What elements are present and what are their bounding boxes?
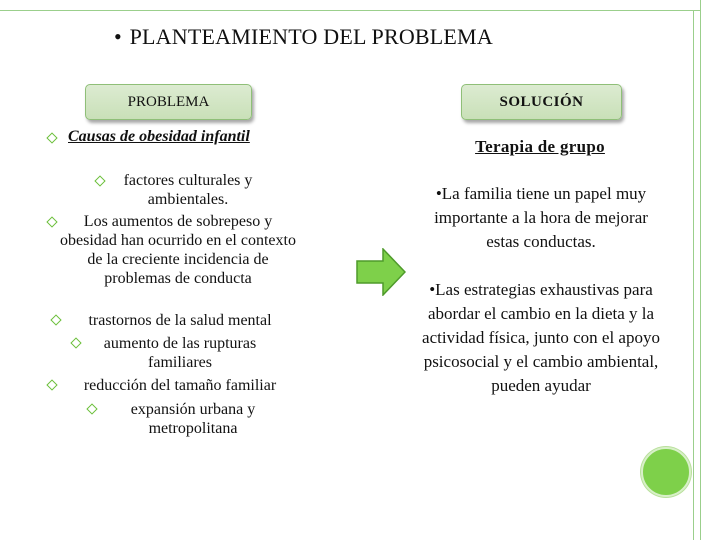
solucion-header: SOLUCIÓN <box>461 84 622 120</box>
diamond-bullet-icon <box>50 314 61 325</box>
cause-item-trastornos: trastornos de la salud mental <box>88 312 272 329</box>
problema-header: PROBLEMA <box>85 84 252 120</box>
solution-bullet: • <box>429 280 436 299</box>
decorative-circle-icon <box>641 447 691 497</box>
diamond-bullet-icon <box>86 403 97 414</box>
diamond-bullet-icon <box>46 216 57 227</box>
diamond-bullet-icon <box>70 337 81 348</box>
cause-item-factores: factores culturales y ambientales. <box>123 172 253 208</box>
title-bullet: • <box>114 24 122 49</box>
solution-paragraph-1 <box>420 182 662 254</box>
cause-item-aumentos: Los aumentos de sobrepeso y obesidad han ocurrido en el contexto de la creciente incidencia de problemas de conducta <box>60 213 296 287</box>
frame-line-right-inner <box>693 10 694 540</box>
causas-heading: Causas de obesidad infantil <box>68 128 250 145</box>
title-text: PLANTEAMIENTO DEL PROBLEMA <box>129 24 493 49</box>
diamond-bullet-icon <box>46 132 57 143</box>
solution-text: La familia tiene un papel muy importante a la hora de mejorar estas conductas. <box>434 184 648 251</box>
cause-item-expansion: expansión urbana y metropolitana <box>130 401 256 437</box>
diamond-bullet-icon <box>46 379 57 390</box>
solution-text: Las estrategias exhaustivas para abordar el cambio en la dieta y la actividad física, junto con el apoyo psicosocial y el cambio ambiental, pueden ayudar <box>422 280 660 395</box>
frame-line-top <box>0 10 700 11</box>
page-title <box>114 24 493 50</box>
terapia-heading: Terapia de grupo <box>475 137 605 156</box>
diamond-bullet-icon <box>94 175 105 186</box>
cause-item-rupturas: aumento de las rupturas familiares <box>103 335 257 371</box>
frame-line-right-outer <box>700 0 701 540</box>
cause-item-reduccion: reducción del tamaño familiar <box>83 377 277 394</box>
solution-bullet: • <box>435 184 442 203</box>
right-arrow-icon <box>356 248 406 296</box>
solution-paragraph-2 <box>420 278 662 398</box>
